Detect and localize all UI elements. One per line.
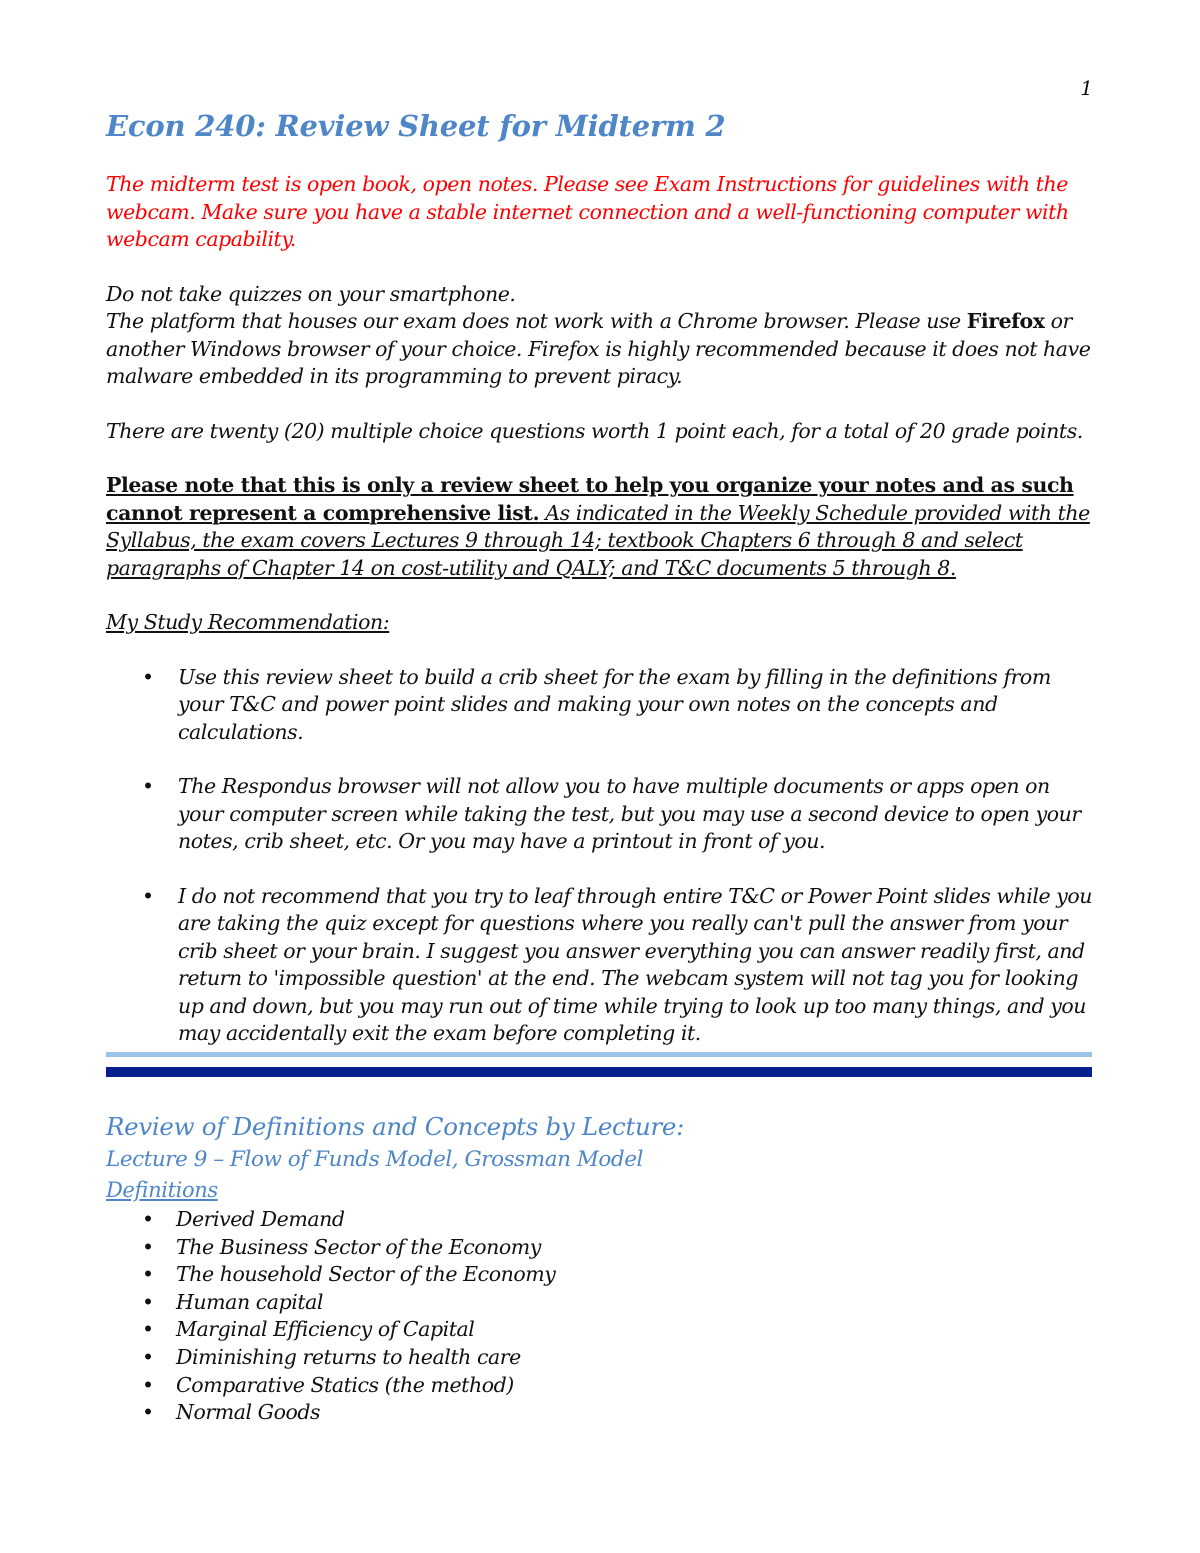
list-item (106, 1344, 1096, 1372)
browser-text-after: or another Windows browser of your choice. Firefox is highly recommended because it does not have malware embedded in its programming to prevent piracy. (106, 309, 1091, 388)
list-item (106, 1261, 1096, 1289)
review-section (106, 1110, 1096, 1427)
definition-term: The household Sector of the Economy (176, 1262, 556, 1287)
definition-term: Normal Goods (176, 1400, 321, 1425)
divider-dark (106, 1067, 1092, 1077)
bullet-icon: • (142, 1317, 154, 1342)
browser-text-before: The platform that houses our exam does not work with a Chrome browser. Please use (106, 309, 967, 333)
definition-term: Human capital (176, 1289, 324, 1314)
review-heading: Review of Definitions and Concepts by Lecture: (106, 1112, 685, 1141)
browser-paragraph (106, 308, 1096, 391)
list-item (106, 1234, 1096, 1262)
list-item (106, 1206, 1096, 1234)
definition-term: Diminishing returns to health care (176, 1344, 521, 1369)
bullet-icon: • (142, 1289, 154, 1314)
page-number: 1 (1080, 76, 1093, 100)
notice-bold: Please note that this is only a review sheet to help you organize your notes and as such cannot represent a comprehensive list. (106, 473, 1074, 525)
bullet-icon: • (142, 1400, 154, 1425)
recommendation-heading: My Study Recommendation: (106, 610, 390, 634)
list-item (106, 883, 1096, 1048)
questions-paragraph: There are twenty (20) multiple choice questions worth 1 point each, for a total of 20 grade points. (106, 418, 1083, 443)
bullet-icon: • (142, 1207, 154, 1231)
notice-paragraph (106, 472, 1096, 582)
recommendation-text: Use this review sheet to build a crib sheet for the exam by filling in the definitions from your T&C and power point slides and making your own notes on the concepts and calculations. (178, 664, 1051, 744)
list-item (106, 1289, 1096, 1317)
bullet-icon: • (142, 883, 154, 908)
definition-term: Marginal Efficiency of Capital (176, 1317, 475, 1342)
definitions-heading: Definitions (106, 1178, 218, 1202)
lecture-heading: Lecture 9 – Flow of Funds Model, Grossman Model (106, 1147, 643, 1172)
list-item (106, 664, 1096, 747)
firefox-bold: Firefox (966, 309, 1045, 333)
bullet-icon: • (142, 1372, 154, 1397)
list-item (106, 1316, 1096, 1344)
recommendation-list (106, 664, 1096, 1048)
list-item (106, 773, 1096, 856)
recommendation-text: I do not recommend that you try to leaf through entire T&C or Power Point slides while you are taking the quiz except for questions where you really can't pull the answer from your crib sheet or your brain. I suggest you answer everything you can answer readily first, and return to 'impossible question' at the end. The webcam system will not tag you for looking up and down, but you may run out of time while trying to look up too many things, and you may accidentally exit the exam before completing it. (178, 883, 1092, 1045)
document-body (106, 106, 1096, 1425)
bullet-icon: • (142, 1344, 154, 1369)
smartphone-note: Do not take quizzes on your smartphone. (106, 281, 516, 306)
divider-light (106, 1052, 1092, 1057)
bullet-icon: • (142, 774, 154, 798)
recommendation-text: The Respondus browser will not allow you to have multiple documents or apps open on your computer screen while taking the test, but you may use a second device to open your notes, crib sheet, etc. Or you may have a printout in front of you. (178, 774, 1081, 853)
definitions-list (106, 1206, 1096, 1427)
bullet-icon: • (142, 1234, 154, 1259)
intro-paragraph: The midterm test is open book, open notes. Please see Exam Instructions for guidelines with the webcam. Make sure you have a stable internet connection and a well-functioning computer with webcam capability. (106, 172, 1069, 251)
list-item (106, 1372, 1096, 1400)
bullet-icon: • (142, 664, 154, 689)
list-item (106, 1399, 1096, 1427)
notice-italic: As indicated in the Weekly Schedule provided with the Syllabus, the exam covers Lectures 9 through 14; textbook Chapters 6 through 8 and select paragraphs of Chapter 14 on cost-utility and QALY; and T&C documents 5 through 8. (106, 500, 1090, 580)
bullet-icon: • (142, 1262, 154, 1287)
document-title: Econ 240: Review Sheet for Midterm 2 (106, 109, 726, 143)
definition-term: Comparative Statics (the method) (176, 1372, 514, 1397)
definition-term: Derived Demand (176, 1207, 345, 1231)
definition-term: The Business Sector of the Economy (176, 1234, 541, 1259)
